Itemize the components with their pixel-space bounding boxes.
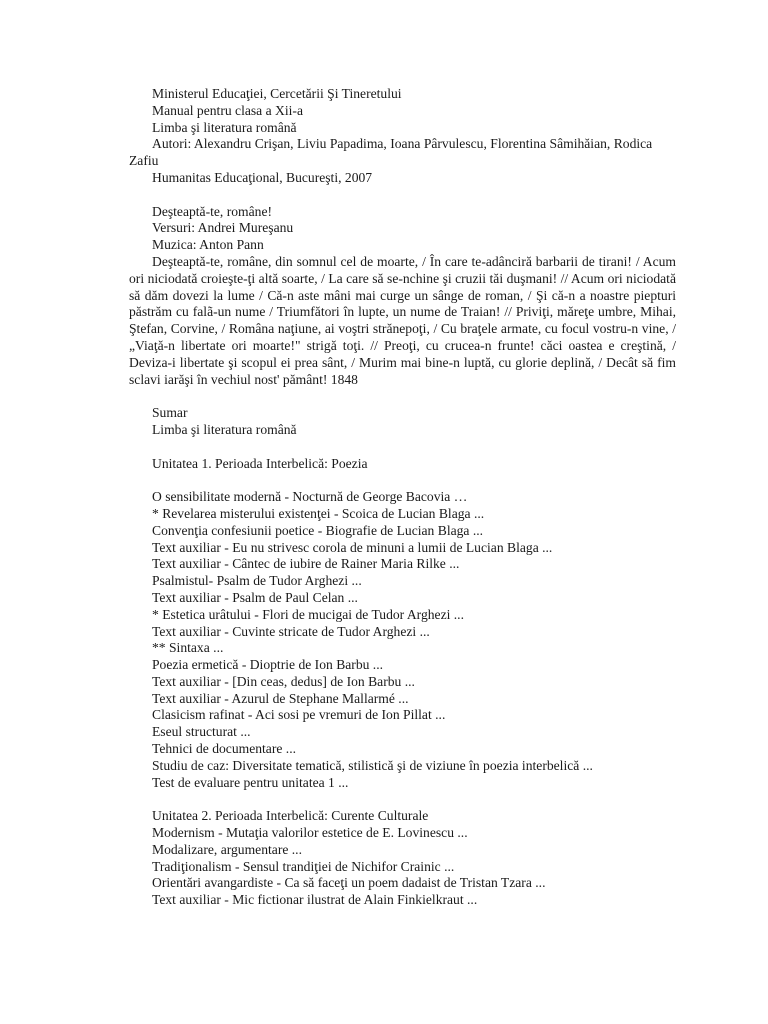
spacer xyxy=(129,791,676,808)
toc-item: Text auxiliar - Cuvinte stricate de Tudor Arghezi ... xyxy=(152,623,430,639)
publisher-line: Humanitas Educaţional, Bucureşti, 2007 xyxy=(152,169,373,185)
toc-item: ** Sintaxa ... xyxy=(152,640,224,656)
document-content xyxy=(129,86,676,909)
unit2-toc-list xyxy=(129,825,676,909)
unit1-toc-list xyxy=(129,489,676,791)
toc-item: Studiu de caz: Diversitate tematică, stilistică şi de viziune în poezia interbelică ... xyxy=(152,757,593,773)
toc-item: Text auxiliar - Azurul de Stephane Mallarmé ... xyxy=(152,690,409,706)
toc-item: * Revelarea misterului existenţei - Scoica de Lucian Blaga ... xyxy=(152,505,485,521)
anthem-title: Deşteaptă-te, române! xyxy=(152,203,273,219)
manual-line: Manual pentru clasa a Xii-a xyxy=(152,102,303,118)
authors-line: Autori: Alexandru Crişan, Liviu Papadima, Ioana Pârvulescu, Florentina Sâmihăian, Rodica Zafiu xyxy=(129,136,653,169)
spacer xyxy=(129,472,676,489)
toc-item: Text auxiliar - [Din ceas, dedus] de Ion Barbu ... xyxy=(152,673,415,689)
toc-item: Convenţia confesiunii poetice - Biografie de Lucian Blaga ... xyxy=(152,522,484,538)
summary-subject: Limba şi literatura română xyxy=(152,421,297,437)
toc-item: O sensibilitate modernă - Nocturnă de George Bacovia … xyxy=(152,489,468,505)
toc-item: Text auxiliar - Cântec de iubire de Rainer Maria Rilke ... xyxy=(152,556,460,572)
spacer xyxy=(129,187,676,204)
spacer xyxy=(129,439,676,456)
toc-item: * Estetica urâtului - Flori de mucigai de Tudor Arghezi ... xyxy=(152,606,464,622)
toc-item: Test de evaluare pentru unitatea 1 ... xyxy=(152,774,349,790)
anthem-composer: Muzica: Anton Pann xyxy=(152,237,264,253)
toc-item: Modalizare, argumentare ... xyxy=(152,841,302,857)
unit1-title: Unitatea 1. Perioada Interbelică: Poezia xyxy=(152,455,368,471)
anthem-lyricist: Versuri: Andrei Mureşanu xyxy=(152,220,294,236)
toc-item: Text auxiliar - Psalm de Paul Celan ... xyxy=(152,589,358,605)
toc-item: Text auxiliar - Eu nu strivesc corola de minuni a lumii de Lucian Blaga ... xyxy=(152,539,553,555)
anthem-text: Deşteaptă-te, române, din somnul cel de moarte, / În care te-adânciră barbarii de tirani! / Acum ori niciodată croieşte-ţi altă soarte, / La care să se-nchine şi cruzii tăi duşmani! // Acum ori niciodată să dăm dovezi la lume / Că-n aste mâni mai curge un sânge de roman, / Şi că-n a noastre piepturi păstrăm cu falã-un nume / Triumfători în lupte, un nume de Traian! // Priviţi, măreţe umbre, Mihai, Ştefan, Corvine, / Româna naţiune, ai voştri strănepoţi, / Cu braţele armate, cu focul vostru-n vine, / „Viaţă-n libertate ori moarte!" strigă toţi. // Preoţi, cu crucea-n frunte! căci oastea e creştină, / Deviza-i libertate şi scopul ei prea sânt, / Murim mai bine-n luptă, cu glorie deplină, / Decât să fim sclavi iarăşi în vechiul nost' pământ! 1848 xyxy=(129,253,676,387)
toc-item: Eseul structurat ... xyxy=(152,724,251,740)
toc-item: Poezia ermetică - Dioptrie de Ion Barbu ... xyxy=(152,657,384,673)
unit2-title: Unitatea 2. Perioada Interbelică: Curente Culturale xyxy=(152,808,429,824)
toc-item: Modernism - Mutaţia valorilor estetice de E. Lovinescu ... xyxy=(152,825,468,841)
toc-item: Text auxiliar - Mic fictionar ilustrat de Alain Finkielkraut ... xyxy=(152,892,478,908)
toc-item: Tehnici de documentare ... xyxy=(152,741,296,757)
spacer xyxy=(129,388,676,405)
ministry-line: Ministerul Educaţiei, Cercetării Şi Tineretului xyxy=(152,86,402,101)
toc-item: Tradiţionalism - Sensul trandiţiei de Nichifor Crainic ... xyxy=(152,858,455,874)
summary-title: Sumar xyxy=(152,405,188,421)
toc-item: Clasicism rafinat - Aci sosi pe vremuri de Ion Pillat ... xyxy=(152,707,446,723)
toc-item: Orientări avangardiste - Ca să faceţi un poem dadaist de Tristan Tzara ... xyxy=(152,875,546,891)
subject-line: Limba şi literatura română xyxy=(152,119,297,135)
toc-item: Psalmistul- Psalm de Tudor Arghezi ... xyxy=(152,573,362,589)
